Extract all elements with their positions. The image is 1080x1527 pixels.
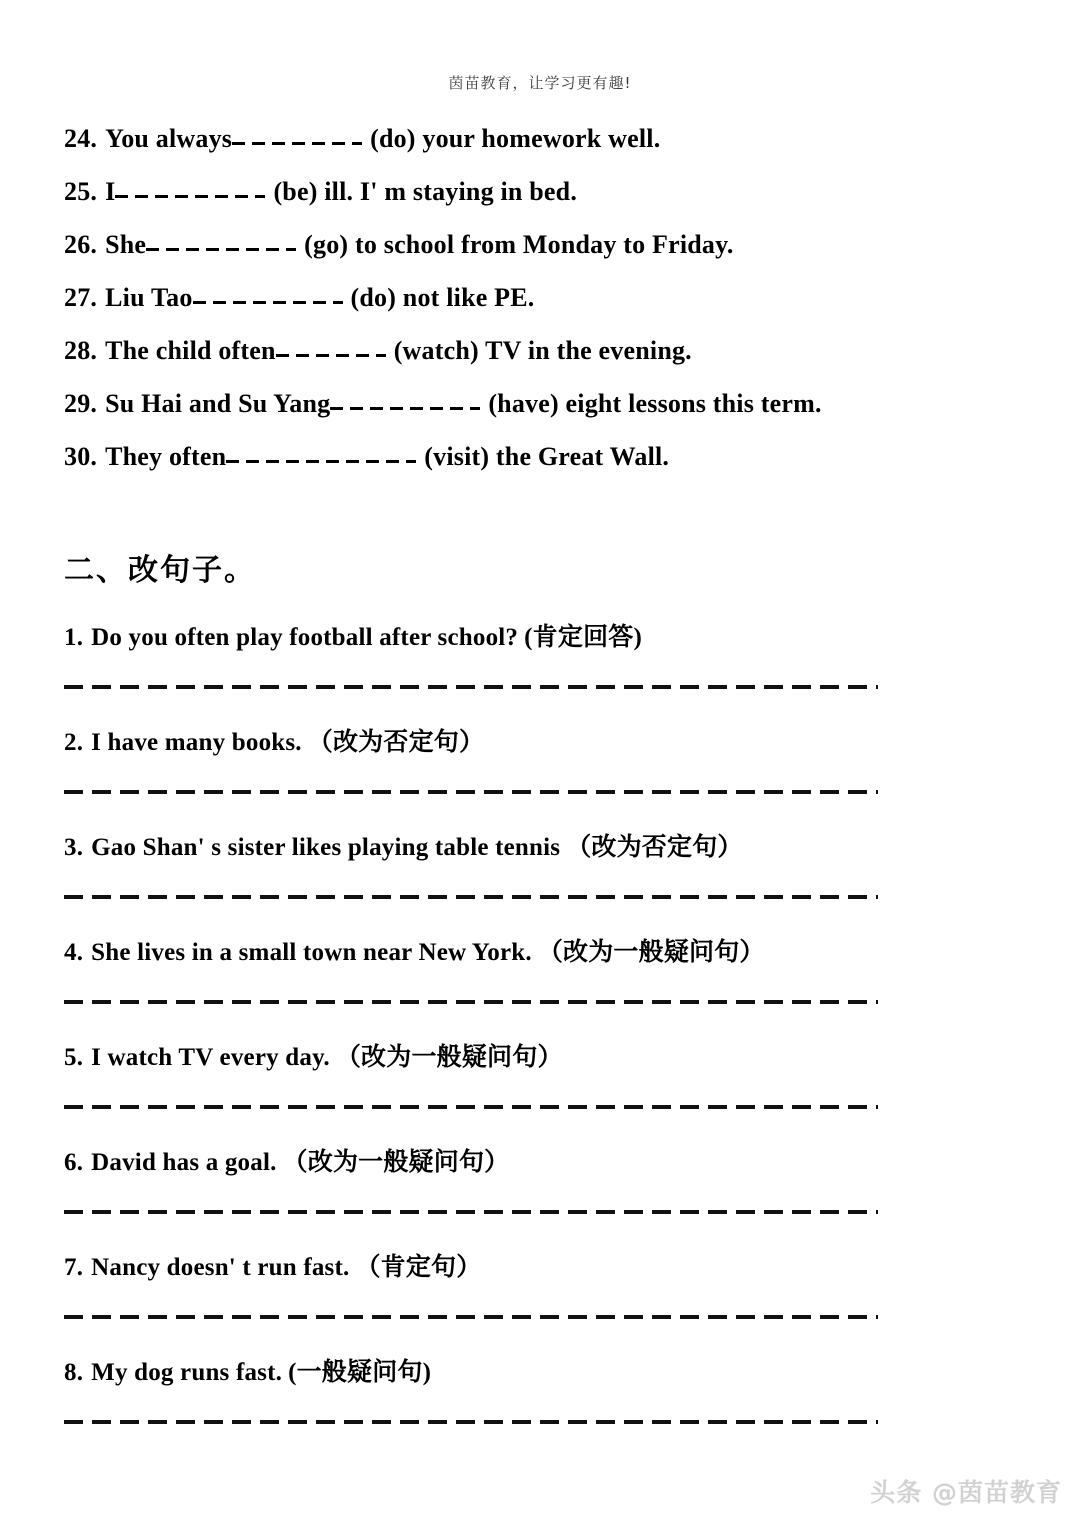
rewrite-question <box>64 926 1016 978</box>
question-number: 30. <box>64 441 98 471</box>
question-sentence: David has a goal. <box>91 1148 277 1176</box>
fill-in-question <box>64 112 1016 165</box>
question-number: 1. <box>64 623 84 651</box>
section-heading-rewrite: 二、改句子。 <box>64 553 256 588</box>
question-text-before-blank: I <box>105 176 116 206</box>
question-instruction: （改为一般疑问句） <box>282 1148 510 1176</box>
question-text-after-blank: (be) ill. I' m staying in bed. <box>273 176 578 206</box>
answer-blank[interactable] <box>146 235 296 255</box>
question-number: 6. <box>64 1148 84 1176</box>
rewrite-question <box>64 1346 1016 1398</box>
question-number: 29. <box>64 388 98 418</box>
question-instruction: （改为一般疑问句） <box>537 938 765 966</box>
question-number: 7. <box>64 1253 84 1281</box>
fill-in-question <box>64 324 1016 377</box>
rewrite-item <box>64 1241 1016 1346</box>
question-number: 3. <box>64 833 84 861</box>
answer-blank[interactable] <box>226 447 416 467</box>
answer-blank[interactable] <box>276 341 386 361</box>
question-sentence: Nancy doesn' t run fast. <box>91 1253 350 1281</box>
fill-in-question <box>64 271 1016 324</box>
question-text-after-blank: (visit) the Great Wall. <box>424 441 670 471</box>
question-number: 5. <box>64 1043 84 1071</box>
question-number: 27. <box>64 282 98 312</box>
question-sentence: She lives in a small town near New York. <box>91 938 532 966</box>
question-sentence: I have many books. <box>91 728 302 756</box>
rewrite-item <box>64 926 1016 1031</box>
question-number: 4. <box>64 938 84 966</box>
page-header-slogan: 茵苗教育，让学习更有趣! <box>448 74 632 92</box>
question-instruction: （肯定句） <box>355 1253 482 1281</box>
answer-blank[interactable] <box>193 288 343 308</box>
answer-line[interactable] <box>64 1293 1016 1346</box>
rewrite-sentences-section <box>64 611 1016 1451</box>
answer-line[interactable] <box>64 768 1016 821</box>
question-instruction: (肯定回答) <box>524 623 642 651</box>
question-sentence: Do you often play football after school? <box>91 623 519 651</box>
question-number: 28. <box>64 335 98 365</box>
question-text-before-blank: She <box>105 229 147 259</box>
question-number: 2. <box>64 728 84 756</box>
fill-in-question <box>64 430 1016 483</box>
question-sentence: I watch TV every day. <box>91 1043 330 1071</box>
question-text-before-blank: The child often <box>105 335 276 365</box>
rewrite-question <box>64 1031 1016 1083</box>
answer-line[interactable] <box>64 1083 1016 1136</box>
rewrite-question <box>64 821 1016 873</box>
rewrite-item <box>64 1031 1016 1136</box>
question-number: 24. <box>64 123 98 153</box>
fill-in-question <box>64 377 1016 430</box>
question-sentence: My dog runs fast. <box>91 1358 283 1386</box>
question-text-before-blank: They often <box>105 441 227 471</box>
question-text-before-blank: Liu Tao <box>105 282 193 312</box>
rewrite-question <box>64 1136 1016 1188</box>
question-number: 25. <box>64 176 98 206</box>
rewrite-question <box>64 611 1016 663</box>
rewrite-item <box>64 821 1016 926</box>
rewrite-item <box>64 1346 1016 1451</box>
rewrite-item <box>64 611 1016 716</box>
watermark: 头条 @茵苗教育 <box>870 1478 1062 1507</box>
question-instruction: （改为否定句） <box>566 833 743 861</box>
rewrite-item <box>64 1136 1016 1241</box>
question-text-after-blank: (do) your homework well. <box>370 123 661 153</box>
question-text-after-blank: (watch) TV in the evening. <box>393 335 692 365</box>
question-instruction: （改为一般疑问句） <box>335 1043 563 1071</box>
answer-line[interactable] <box>64 873 1016 926</box>
answer-line[interactable] <box>64 663 1016 716</box>
question-instruction: (一般疑问句) <box>288 1358 432 1386</box>
answer-line[interactable] <box>64 1398 1016 1451</box>
answer-line[interactable] <box>64 1188 1016 1241</box>
answer-blank[interactable] <box>232 129 362 149</box>
question-text-after-blank: (do) not like PE. <box>350 282 535 312</box>
question-text-before-blank: Su Hai and Su Yang <box>105 388 331 418</box>
question-number: 26. <box>64 229 98 259</box>
question-text-after-blank: (go) to school from Monday to Friday. <box>304 229 734 259</box>
answer-line[interactable] <box>64 978 1016 1031</box>
answer-blank[interactable] <box>115 182 265 202</box>
question-instruction: （改为否定句） <box>307 728 485 756</box>
answer-blank[interactable] <box>330 394 480 414</box>
question-text-before-blank: You always <box>105 123 233 153</box>
fill-in-question <box>64 165 1016 218</box>
document-content <box>64 112 1016 1451</box>
fill-in-question <box>64 218 1016 271</box>
question-text-after-blank: (have) eight lessons this term. <box>488 388 822 418</box>
question-sentence: Gao Shan' s sister likes playing table tennis <box>91 833 561 861</box>
fill-in-the-blank-section <box>64 112 1016 483</box>
rewrite-question <box>64 1241 1016 1293</box>
rewrite-item <box>64 716 1016 821</box>
rewrite-question <box>64 716 1016 768</box>
question-number: 8. <box>64 1358 84 1386</box>
